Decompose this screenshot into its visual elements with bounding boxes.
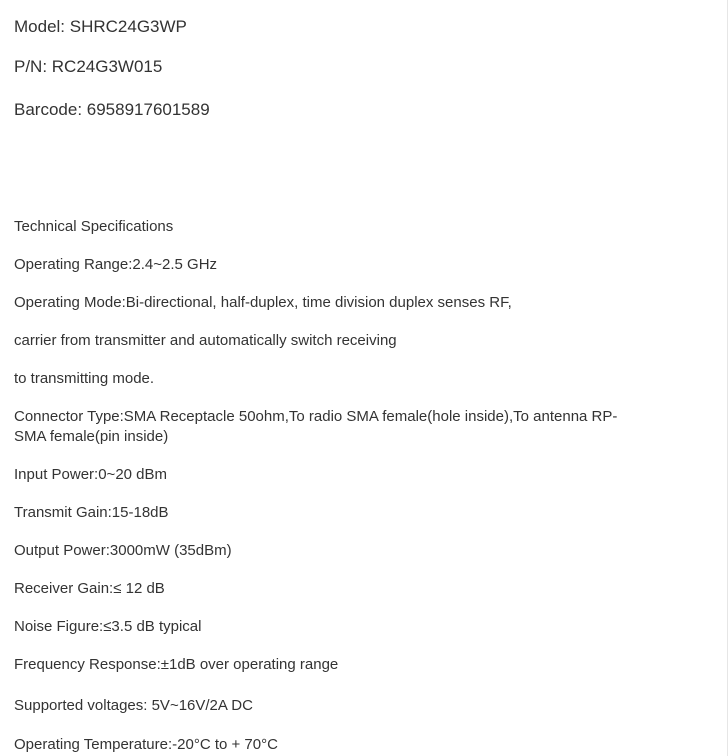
spec-transmit-gain: Transmit Gain:15-18dB — [14, 504, 169, 521]
spec-operating-temperature: Operating Temperature:-20°C to + 70°C — [14, 736, 278, 753]
spec-output-power: Output Power:3000mW (35dBm) — [14, 542, 232, 559]
spec-noise-figure: Noise Figure:≤3.5 dB typical — [14, 618, 202, 635]
spec-operating-mode-line-2: carrier from transmitter and automatically switch receiving — [14, 332, 397, 349]
barcode-line: Barcode: 6958917601589 — [14, 100, 210, 119]
spec-operating-range: Operating Range:2.4~2.5 GHz — [14, 256, 218, 273]
spec-connector-type-line-1: Connector Type:SMA Receptacle 50ohm,To radio SMA female(hole inside),To antenna RP- — [14, 408, 618, 425]
model-line: Model: SHRC24G3WP — [14, 17, 187, 36]
spec-input-power: Input Power:0~20 dBm — [14, 466, 168, 483]
part-number-line: P/N: RC24G3W015 — [14, 57, 163, 76]
specs-title: Technical Specifications — [14, 218, 174, 235]
spec-operating-mode-line-1: Operating Mode:Bi-directional, half-duplex, time division duplex senses RF, — [14, 294, 512, 311]
spec-operating-mode-line-3: to transmitting mode. — [14, 370, 155, 387]
spec-receiver-gain: Receiver Gain:≤ 12 dB — [14, 580, 165, 597]
spec-supported-voltages: Supported voltages: 5V~16V/2A DC — [14, 697, 253, 714]
spec-frequency-response: Frequency Response:±1dB over operating range — [14, 656, 339, 673]
spec-connector-type-line-2: SMA female(pin inside) — [14, 428, 169, 445]
